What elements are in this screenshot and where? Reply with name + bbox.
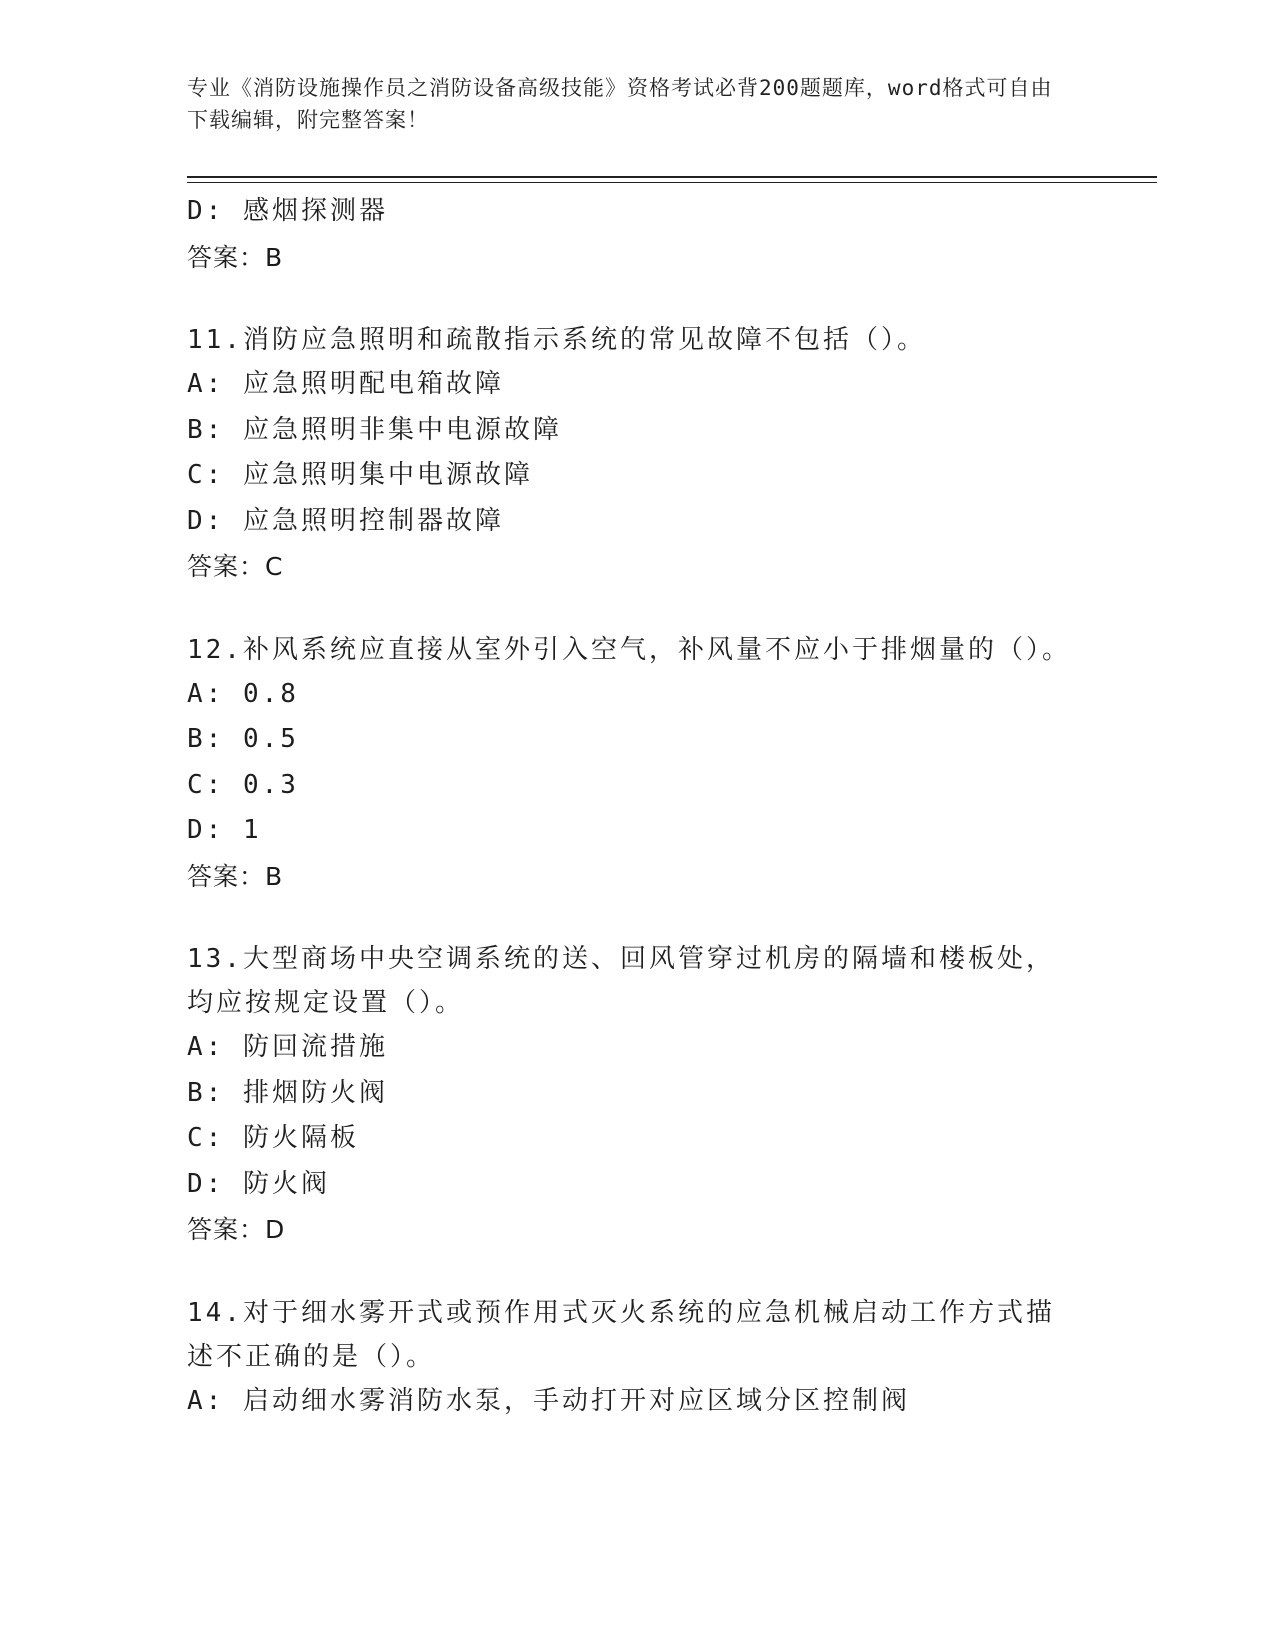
option-d: D: 应急照明控制器故障 xyxy=(187,505,504,536)
question-stem: 11.消防应急照明和疏散指示系统的常见故障不包括（）。 xyxy=(187,325,926,355)
question-13 xyxy=(187,937,1087,1253)
header-rule-thick xyxy=(187,176,1157,178)
header-rule-thin xyxy=(187,182,1157,183)
question-list xyxy=(187,189,1087,1424)
question-11 xyxy=(187,318,1087,590)
document-header: 专业《消防设施操作员之消防设备高级技能》资格考试必背200题题库，word格式可自由下载编辑，附完整答案！ xyxy=(187,76,1053,132)
option-b: B: 0.5 xyxy=(187,724,299,754)
question-stem: 14.对于细水雾开式或预作用式灭火系统的应急机械启动工作方式描述不正确的是（）。 xyxy=(187,1297,1055,1372)
option-a: A: 启动细水雾消防水泵，手动打开对应区域分区控制阀 xyxy=(187,1385,910,1416)
answer-line: 答案：C xyxy=(187,552,284,581)
option-d: D: 感烟探测器 xyxy=(187,196,388,226)
question-stem: 13.大型商场中央空调系统的送、回风管穿过机房的隔墙和楼板处，均应按规定设置（）。 xyxy=(187,944,1055,1018)
answer-line: 答案：D xyxy=(187,1215,286,1244)
option-a: A: 防回流措施 xyxy=(187,1032,388,1062)
answer-line: 答案：B xyxy=(187,242,284,272)
option-b: B: 应急照明非集中电源故障 xyxy=(187,414,562,445)
answer-line: 答案：B xyxy=(187,861,284,891)
question-fragment xyxy=(187,189,1087,280)
option-d: D: 1 xyxy=(187,815,262,845)
option-a: A: 0.8 xyxy=(187,678,299,709)
option-a: A: 应急照明配电箱故障 xyxy=(187,369,504,399)
option-c: C: 防火隔板 xyxy=(187,1123,359,1153)
question-14 xyxy=(187,1291,1087,1425)
question-stem: 12.补风系统应直接从室外引入空气，补风量不应小于排烟量的（）。 xyxy=(187,634,1071,665)
option-c: C: 0.3 xyxy=(187,769,299,800)
option-d: D: 防火阀 xyxy=(187,1168,330,1199)
option-c: C: 应急照明集中电源故障 xyxy=(187,460,533,490)
question-12 xyxy=(187,628,1087,900)
option-b: B: 排烟防火阀 xyxy=(187,1077,388,1108)
